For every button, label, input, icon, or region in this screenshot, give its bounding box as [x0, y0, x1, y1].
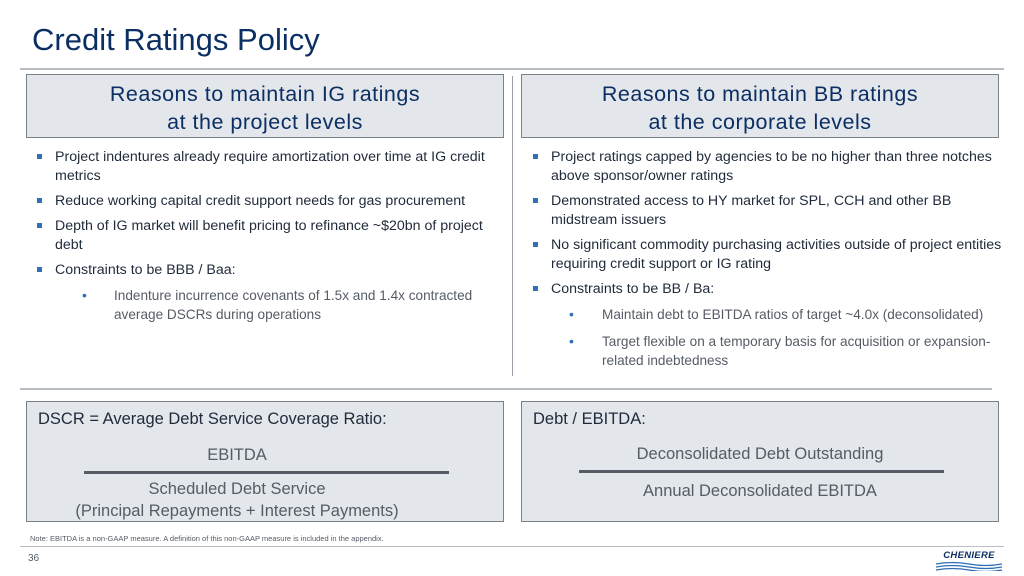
- bb-reasons-list: [532, 148, 1002, 378]
- square-bullet-icon: [37, 198, 42, 203]
- debt-ebitda-formula-box: [521, 401, 999, 522]
- list-item: Reduce working capital credit support needs for gas procurement: [36, 192, 506, 211]
- ig-reasons-list: [36, 148, 506, 332]
- sub-list-item: • Maintain debt to EBITDA ratios of target ~4.0x (deconsolidated): [569, 306, 984, 322]
- footnote: Note: EBITDA is a non-GAAP measure. A definition of this non-GAAP measure is included in the appendix.: [30, 534, 384, 543]
- square-bullet-icon: [533, 154, 538, 159]
- logo-wordmark: CHENIERE: [943, 550, 995, 561]
- bb-header-line2: at the corporate levels: [648, 110, 872, 134]
- section-divider: [20, 388, 992, 390]
- ig-header-line2: at the project levels: [167, 110, 363, 134]
- list-item: Project indentures already require amortization over time at IG credit metrics: [36, 148, 506, 186]
- dscr-denominator-line2: (Principal Repayments + Interest Payments): [75, 502, 399, 520]
- logo-wave-icon: [934, 561, 1004, 571]
- square-bullet-icon: [533, 286, 538, 291]
- square-bullet-icon: [37, 223, 42, 228]
- ig-header-line1: Reasons to maintain IG ratings: [109, 82, 421, 106]
- dot-bullet-icon: •: [82, 287, 87, 303]
- square-bullet-icon: [37, 154, 42, 159]
- dscr-label: DSCR = Average Debt Service Coverage Ratio:: [38, 410, 387, 428]
- fraction-bar: [579, 470, 944, 473]
- bb-ratings-header: [521, 74, 999, 138]
- dot-bullet-icon: •: [569, 306, 574, 322]
- cheniere-logo: [934, 550, 1004, 572]
- debt-ebitda-denominator: Annual Deconsolidated EBITDA: [643, 482, 877, 500]
- dscr-denominator-line1: Scheduled Debt Service: [148, 480, 326, 498]
- square-bullet-icon: [533, 198, 538, 203]
- fraction-bar: [84, 471, 449, 474]
- list-item: No significant commodity purchasing activities outside of project entities requiring credit support or IG rating: [532, 236, 1002, 274]
- list-item: Demonstrated access to HY market for SPL, CCH and other BB midstream issuers: [532, 192, 1002, 230]
- sub-list-item: • Target flexible on a temporary basis for acquisition or expansion-related indebtedness: [569, 333, 991, 368]
- ig-ratings-header: [26, 74, 504, 138]
- dscr-formula-box: [26, 401, 504, 522]
- title-divider: [20, 68, 1004, 70]
- list-item: Depth of IG market will benefit pricing to refinance ~$20bn of project debt: [36, 217, 506, 255]
- debt-ebitda-label: Debt / EBITDA:: [533, 410, 646, 428]
- list-item: Constraints to be BB / Ba:: [532, 280, 1002, 299]
- sub-list-item: • Indenture incurrence covenants of 1.5x and 1.4x contracted average DSCRs during operations: [82, 287, 473, 322]
- bb-header-line1: Reasons to maintain BB ratings: [601, 82, 919, 106]
- list-item: Project ratings capped by agencies to be no higher than three notches above sponsor/owner ratings: [532, 148, 1002, 186]
- footer-divider: [20, 546, 1004, 547]
- dot-bullet-icon: •: [569, 333, 574, 349]
- square-bullet-icon: [37, 267, 42, 272]
- square-bullet-icon: [533, 242, 538, 247]
- page-number: 36: [28, 553, 40, 564]
- column-divider: [512, 76, 513, 376]
- debt-ebitda-numerator: Deconsolidated Debt Outstanding: [636, 445, 884, 463]
- page-title: Credit Ratings Policy: [32, 22, 320, 57]
- list-item: Constraints to be BBB / Baa:: [36, 261, 506, 280]
- dscr-numerator: EBITDA: [207, 446, 267, 464]
